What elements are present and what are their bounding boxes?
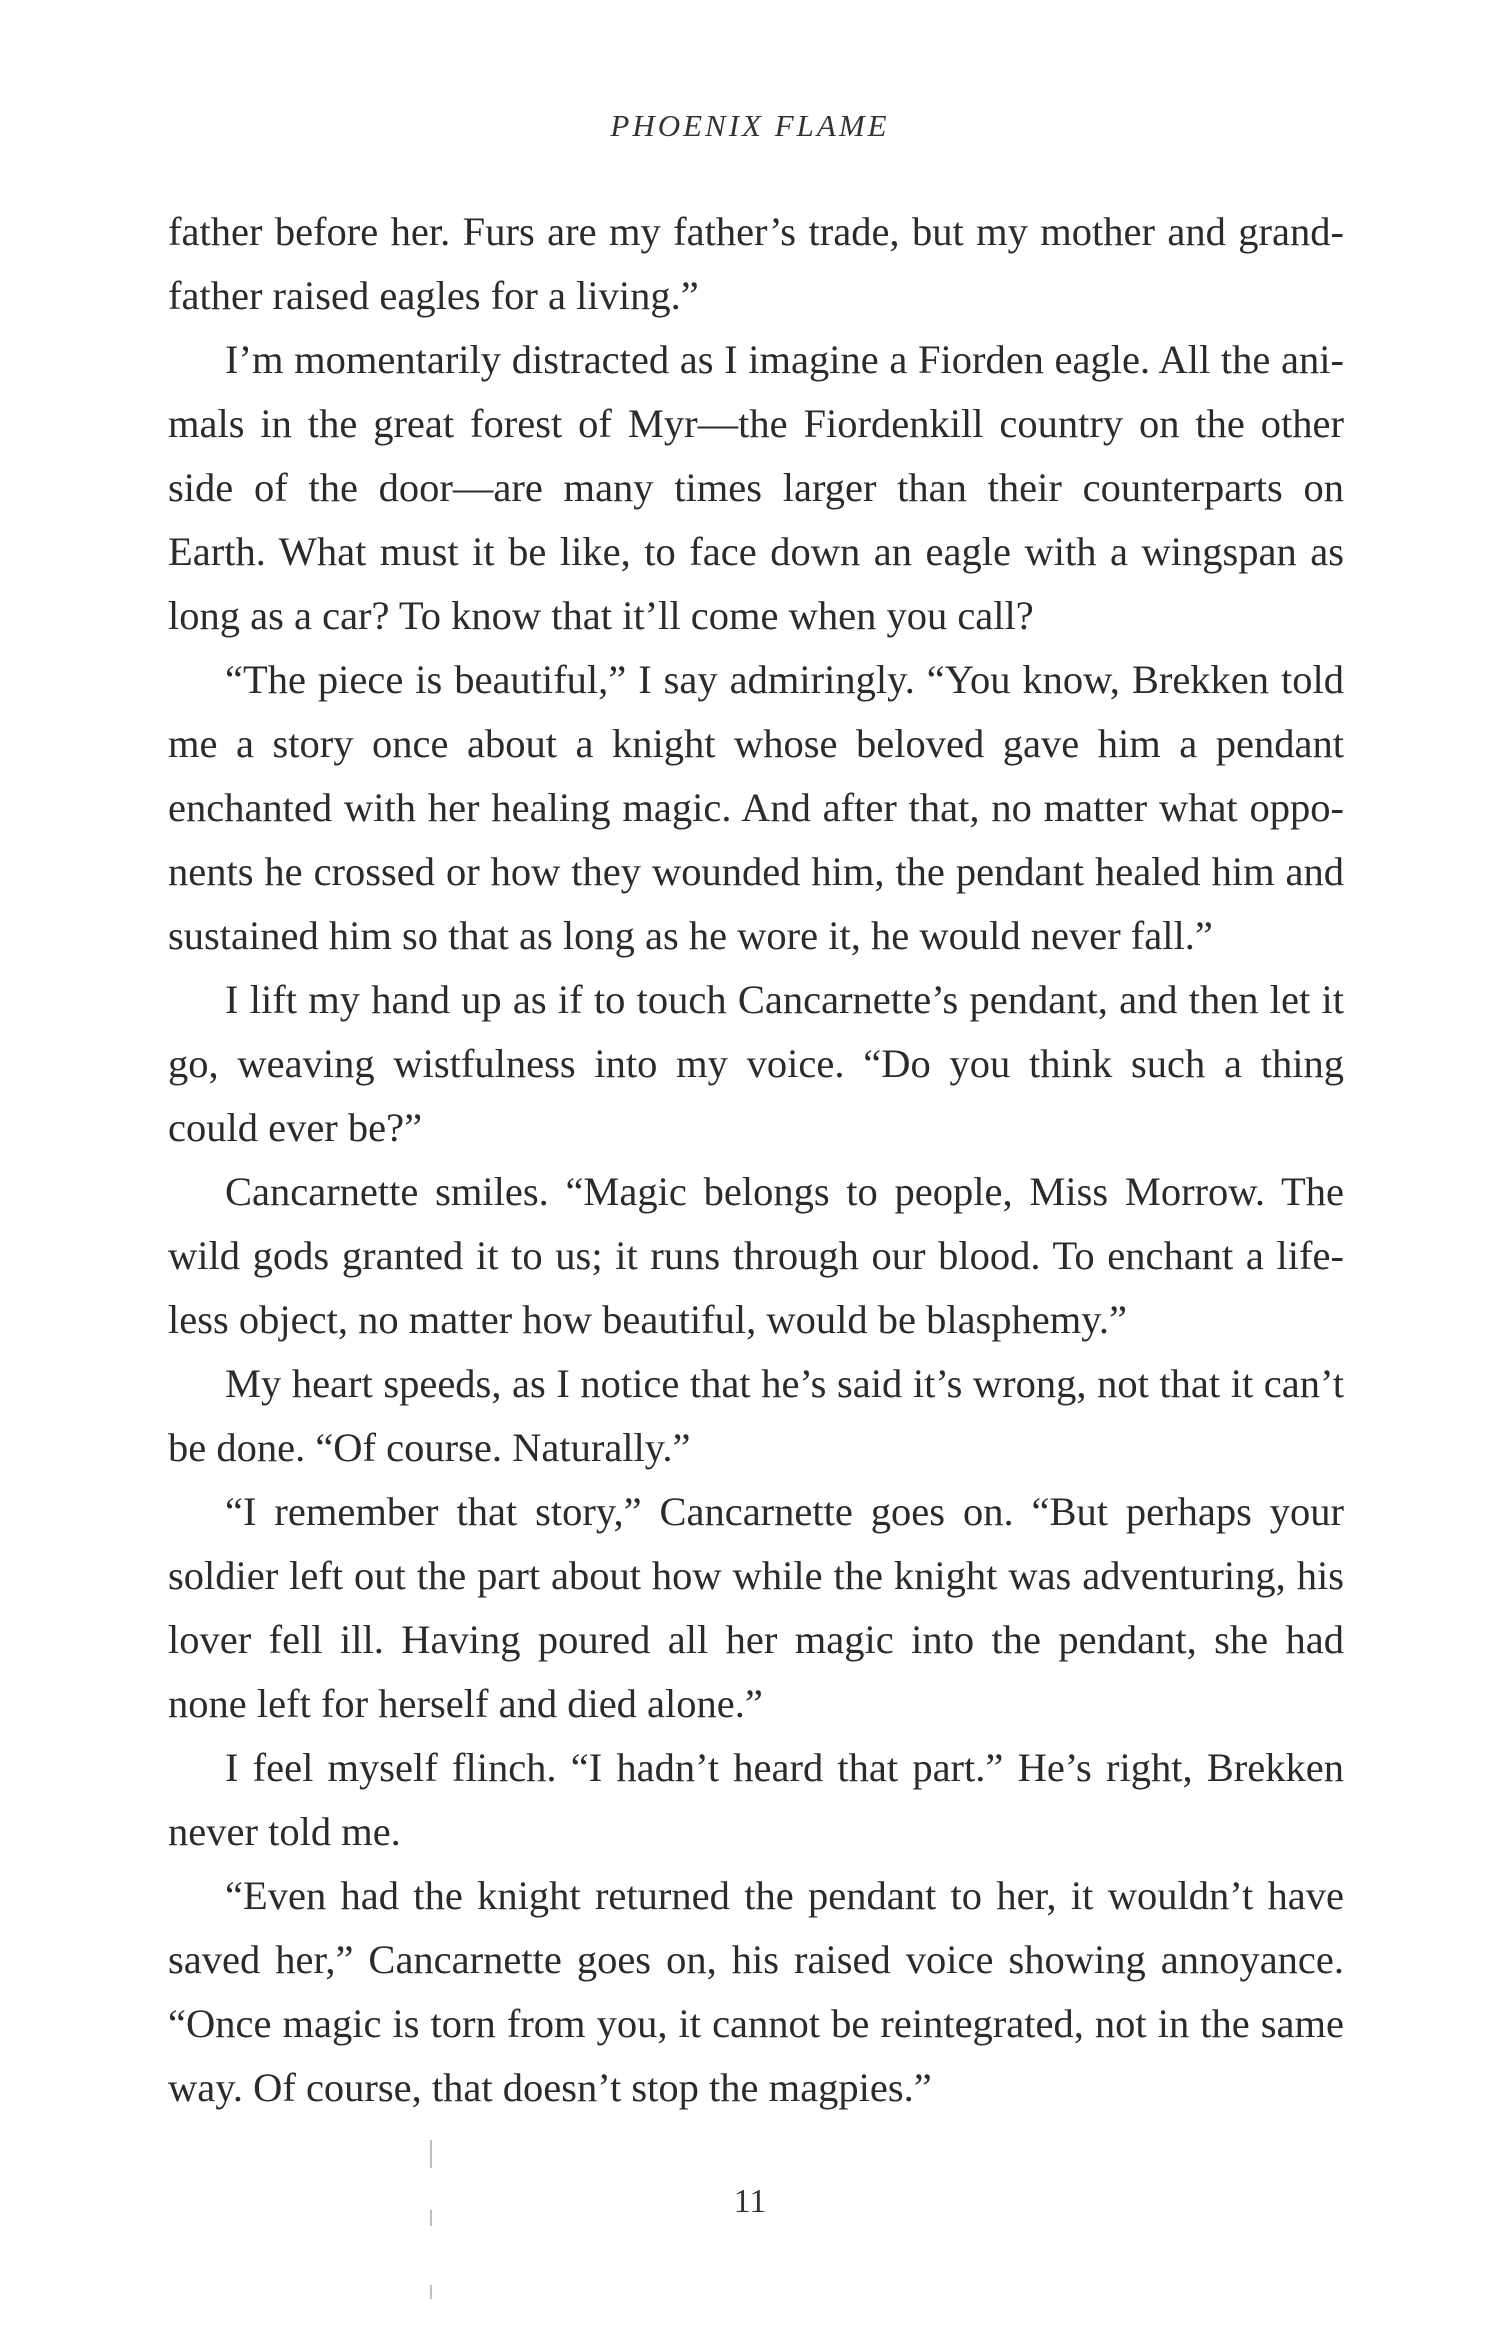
paragraph: father before her. Furs are my father’s trade, but my mother and grandfather raised eagles for a living.” bbox=[168, 209, 1344, 318]
page-number: 11 bbox=[733, 2183, 767, 2220]
paragraph: I lift my hand up as if to touch Cancarnette’s pendant, and then let it go, weaving wistfulness into my voice. “Do you think such a thing could ever be?” bbox=[168, 977, 1344, 1150]
paragraph: “Even had the knight returned the pendant to her, it wouldn’t have saved her,” Cancarnette goes on, his raised voice showing annoyance. “Once magic is torn from you, it cannot be reintegrated, not in the same way. Of course, that doesn’t stop the magpies.” bbox=[168, 1873, 1344, 2110]
paragraph: “I remember that story,” Cancarnette goes on. “But perhaps your soldier left out the part about how while the knight was adventuring, his lover fell ill. Having poured all her magic into the pendant, she had none left for herself and died alone.” bbox=[168, 1489, 1344, 1726]
paragraph: Cancarnette smiles. “Magic belongs to people, Miss Morrow. The wild gods granted it to us; it runs through our blood. To enchant a lifeless object, no matter how beautiful, would be blasphemy.” bbox=[168, 1169, 1344, 1342]
body-text bbox=[168, 200, 1344, 2120]
paragraph: I’m momentarily distracted as I imagine a Fiorden eagle. All the animals in the great forest of Myr—the Fiordenkill country on the other side of the door—are many times larger than their counterparts on Earth. What must it be like, to face down an eagle with a wingspan as long as a car? To know that it’ll come when you call? bbox=[168, 337, 1344, 638]
scan-artifact bbox=[430, 2140, 432, 2168]
running-title: PHOENIX FLAME bbox=[610, 108, 890, 143]
paragraph: My heart speeds, as I notice that he’s said it’s wrong, not that it can’t be done. “Of course. Naturally.” bbox=[168, 1361, 1344, 1470]
paragraph: “The piece is beautiful,” I say admiringly. “You know, Brekken told me a story once about a knight whose beloved gave him a pendant enchanted with her healing magic. And after that, no matter what opponents he crossed or how they wounded him, the pendant healed him and sustained him so that as long as he wore it, he would never fall.” bbox=[168, 657, 1344, 958]
paragraph: I feel myself flinch. “I hadn’t heard that part.” He’s right, Brekken never told me. bbox=[168, 1745, 1344, 1854]
scan-artifact bbox=[430, 2285, 432, 2299]
